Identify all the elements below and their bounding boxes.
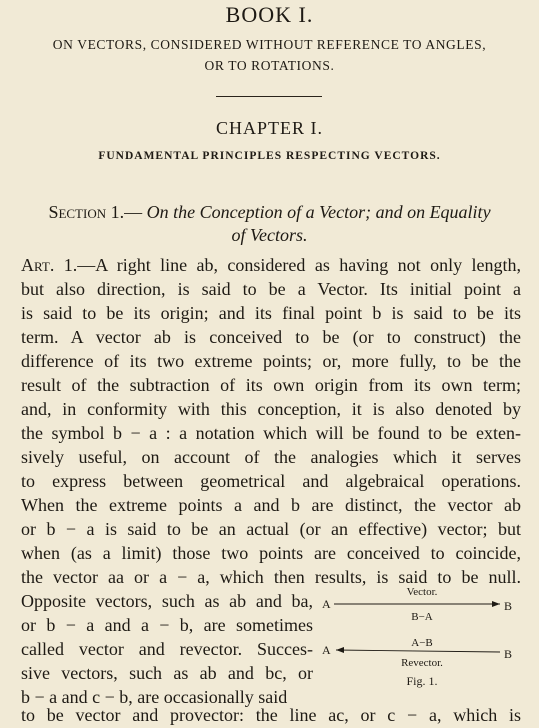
article-line: but also direction, is said to be a Vector. Its initial point a [21, 279, 521, 299]
article-line: or b − a is said to be an actual (or an effective) vector; but [21, 519, 521, 539]
revector-arrowhead [336, 647, 344, 653]
section-label: Section 1.— [48, 202, 143, 222]
article-line: the vector aa or a − a, which then results, is said to be null. [21, 567, 521, 587]
point-b-label: B [504, 599, 513, 613]
revector-label: Revector. [401, 657, 443, 669]
article-line: b − a and c − b, are occasionally said [21, 687, 288, 707]
figure-caption: Fig. 1. [406, 674, 438, 688]
section-title-line-1: On the Conception of a Vector; and on Equality [146, 202, 491, 222]
chapter-title: CHAPTER I. [215, 118, 323, 138]
point-b-label: B [504, 647, 513, 661]
article-line: sive vectors, such as ab and bc, or [21, 663, 313, 683]
point-a-label: A [322, 597, 331, 611]
point-a-label: A [322, 643, 331, 657]
article-line: Opposite vectors, such as ab and ba, [21, 591, 313, 611]
vector-expression: B−A [411, 611, 433, 623]
article-line: result of the subtraction of its own origin from its own term; [21, 375, 521, 395]
book-subtitle-line-1: ON VECTORS, CONSIDERED WITHOUT REFERENCE TO ANGLES, [52, 37, 487, 52]
article-line: called vector and revector. Succes- [21, 639, 313, 659]
article-line: sively useful, on account of the analogies which it serves [21, 447, 521, 467]
article-line: is said to be its origin; and its final point b is said to be its [21, 303, 521, 323]
vector-label: Vector. [406, 586, 438, 598]
article-line: term. A vector ab is conceived to be (or to construct) the [21, 327, 521, 347]
article-line: and, in conformity with this conception, it is also denoted by [21, 399, 521, 419]
article-line: when (as a limit) those two points are conceived to coincide, [21, 543, 521, 563]
revector-arrow-line [336, 650, 500, 652]
book-subtitle-line-2: OR TO ROTATIONS. [204, 58, 335, 73]
article-line: difference of its two extreme points; or, more fully, to be the [21, 351, 521, 371]
divider-rule [216, 96, 322, 97]
vector-arrowhead [492, 601, 500, 607]
article-first-line [21, 253, 521, 277]
revector-expression: A−B [411, 637, 433, 649]
section-heading-line-1 [0, 202, 539, 223]
section-title-line-2: of Vectors. [231, 225, 308, 245]
article-line: the symbol b − a : a notation which will be found to be exten- [21, 423, 521, 443]
article-line: to be vector and provector: the line ac, or c − a, which is [21, 705, 521, 725]
article-line: —A right line ab, considered as having not only length, [77, 255, 521, 275]
article-line: When the extreme points a and b are distinct, the vector ab [21, 495, 521, 515]
book-title: BOOK I. [225, 2, 314, 27]
vector-diagram [322, 584, 522, 694]
article-line: or b − a and a − b, are sometimes [21, 615, 313, 635]
chapter-subtitle: FUNDAMENTAL PRINCIPLES RESPECTING VECTORS. [98, 150, 441, 162]
figure-1 [322, 584, 522, 694]
article-label: Art. 1. [21, 255, 78, 275]
article-line: to express between geometrical and algebraical operations. [21, 471, 521, 491]
